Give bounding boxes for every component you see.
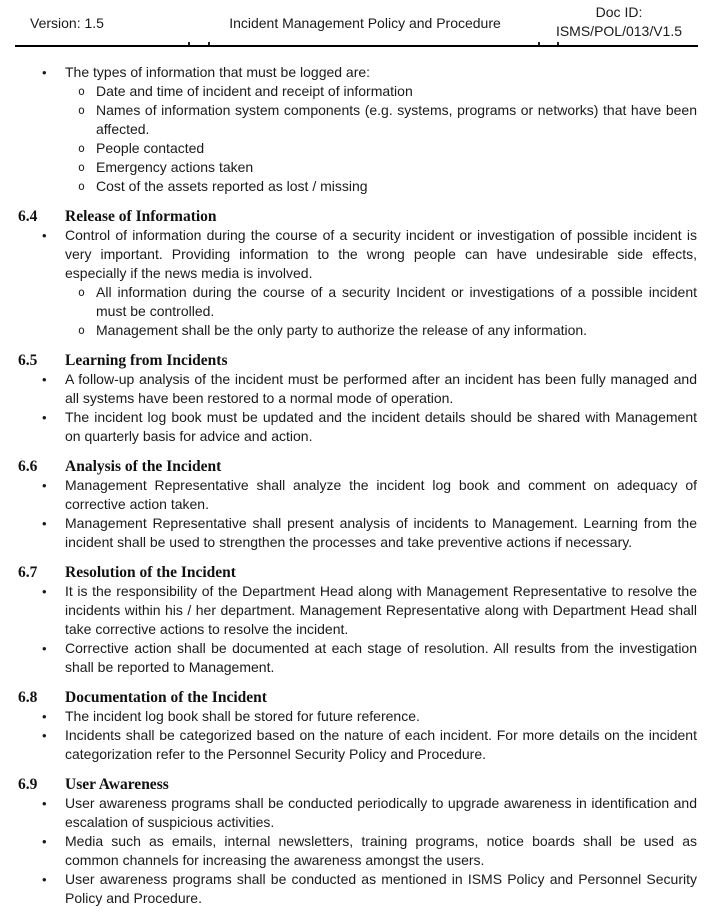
section-title: Release of Information (65, 208, 217, 225)
section-user-awareness (0, 775, 713, 908)
sub-list-item-text: People contacted (96, 140, 205, 156)
list-item-text: A follow-up analysis of the incident must be performed after an incident has been fully managed and all systems have been restored to a normal mode of operation. (65, 371, 697, 406)
list-item-text: Corrective action shall be documented at each stage of resolution. All results from the investigation shall be reported to Management. (65, 640, 697, 675)
section-title: Learning from Incidents (65, 352, 228, 369)
section-number: 6.7 (18, 564, 38, 581)
sub-list-item (0, 82, 713, 101)
page-header (15, 0, 698, 47)
header-document-title: Incident Management Policy and Procedure (229, 14, 501, 31)
list-item-text: Media such as emails, internal newsletters, training programs, notice boards shall be used as common channels for increasing the awareness amongst the users. (65, 833, 697, 868)
sub-list-item (0, 283, 713, 321)
list-item-text: Management Representative shall present analysis of incidents to Management. Learning from the incident shall be used to strengthen the processes and take preventive actions if necessary. (65, 515, 697, 550)
bullet-icon: • (42, 796, 47, 811)
circle-bullet-icon: o (78, 103, 85, 117)
list-item-text: User awareness programs shall be conducted periodically to upgrade awareness in identification and escalation of suspicious activities. (65, 795, 697, 830)
bullet-icon: • (42, 410, 47, 425)
doc-id-value: ISMS/POL/013/V1.5 (555, 23, 683, 39)
bullet-icon: • (42, 584, 47, 599)
bullet-icon: • (42, 228, 47, 243)
section-analysis-of-the-incident (0, 457, 713, 552)
sub-list-item (0, 158, 713, 177)
header-table-tick (557, 42, 559, 45)
sub-list-item (0, 321, 713, 340)
header-table-tick (538, 42, 540, 45)
section-number: 6.6 (18, 458, 38, 475)
sub-list-item-text: Names of information system components (e.g. systems, programs or networks) that have been affected. (96, 102, 697, 137)
section-heading (18, 457, 713, 476)
list-item-text: Management Representative shall analyze the incident log book and comment on adequacy of corrective action taken. (65, 477, 697, 512)
section-documentation-of-the-incident (0, 688, 713, 764)
section-title: Documentation of the Incident (65, 689, 267, 706)
bullet-icon: • (42, 872, 47, 887)
header-table-tick (208, 42, 210, 45)
doc-id-label: Doc ID: (595, 4, 643, 20)
bullet-icon: • (42, 372, 47, 387)
document-body (0, 47, 713, 908)
sub-list-item (0, 177, 713, 196)
sub-list-item (0, 101, 713, 139)
section-heading (18, 351, 713, 370)
sub-list-item-text: All information during the course of a security Incident or investigations of a possible incident must be controlled. (96, 284, 697, 319)
circle-bullet-icon: o (78, 285, 85, 299)
bullet-icon: • (42, 834, 47, 849)
list-item (0, 726, 713, 764)
section-heading (18, 563, 713, 582)
list-item (0, 370, 713, 408)
bullet-icon: • (42, 478, 47, 493)
section-number: 6.8 (18, 689, 38, 706)
bullet-icon: • (42, 516, 47, 531)
circle-bullet-icon: o (78, 323, 85, 337)
section-learning-from-incidents (0, 351, 713, 446)
header-table-tick (188, 42, 190, 45)
section-heading (18, 775, 713, 794)
list-item (0, 476, 713, 514)
circle-bullet-icon: o (78, 84, 85, 98)
list-item (0, 514, 713, 552)
header-version-label: Version: 1.5 (30, 14, 104, 31)
header-doc-id (540, 0, 698, 45)
bullet-icon: • (42, 65, 47, 80)
list-item (0, 408, 713, 446)
section-resolution-of-the-incident (0, 563, 713, 677)
list-item-text: The incident log book must be updated and the incident details should be shared with Management on quarterly basis for advice and action. (65, 409, 697, 444)
list-item (0, 639, 713, 677)
section-number: 6.5 (18, 352, 38, 369)
bullet-icon: • (42, 709, 47, 724)
bullet-icon: • (42, 728, 47, 743)
list-item (0, 794, 713, 832)
section-title: Analysis of the Incident (65, 458, 222, 475)
section-release-of-information (0, 207, 713, 340)
list-item (0, 870, 713, 908)
section-number: 6.4 (18, 208, 38, 225)
sub-list-item-text: Management shall be the only party to authorize the release of any information. (96, 322, 588, 338)
bullet-icon: • (42, 641, 47, 656)
sub-list-item (0, 139, 713, 158)
list-item-text: The incident log book shall be stored for future reference. (65, 708, 420, 724)
list-item-text: Control of information during the course of a security incident or investigation of possible incident is very important. Providing information to the wrong people can have undesirable side effects, especially if the news media is involved. (65, 227, 697, 281)
section-heading (18, 688, 713, 707)
circle-bullet-icon: o (78, 160, 85, 174)
section-heading (18, 207, 713, 226)
list-item-text: The types of information that must be logged are: (65, 64, 371, 80)
sub-list-item-text: Date and time of incident and receipt of information (96, 83, 413, 99)
sub-list-item-text: Emergency actions taken (96, 159, 254, 175)
list-item-text: User awareness programs shall be conducted as mentioned in ISMS Policy and Personnel Security Policy and Procedure. (65, 871, 697, 906)
list-item (0, 63, 713, 82)
circle-bullet-icon: o (78, 179, 85, 193)
circle-bullet-icon: o (78, 141, 85, 155)
list-item (0, 226, 713, 283)
list-item (0, 832, 713, 870)
list-item-text: It is the responsibility of the Department Head along with Management Representative to resolve the incidents within his / her department. Management Representative along with Department Head shall take corrective actions to resolve the incident. (65, 583, 697, 637)
list-item (0, 582, 713, 639)
section-title: Resolution of the Incident (65, 564, 236, 581)
section-title: User Awareness (65, 776, 169, 793)
list-item (0, 707, 713, 726)
section-number: 6.9 (18, 776, 38, 793)
sub-list-item-text: Cost of the assets reported as lost / missing (96, 178, 368, 194)
list-item-text: Incidents shall be categorized based on the nature of each incident. For more details on the incident categorization refer to the Personnel Security Policy and Procedure. (65, 727, 697, 762)
